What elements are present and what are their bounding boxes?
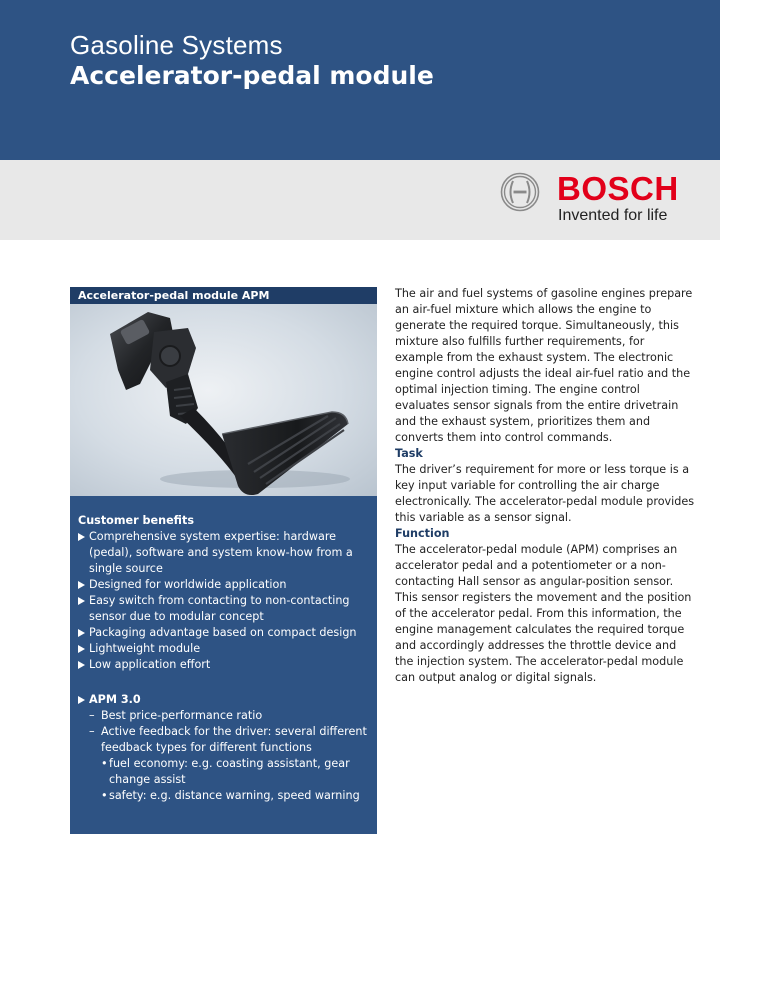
header-category: Gasoline Systems (70, 30, 283, 60)
benefits-heading: Customer benefits (78, 514, 194, 527)
list-item: Designed for worldwide application (78, 577, 373, 593)
header-band (0, 0, 720, 160)
product-photo (70, 304, 377, 496)
list-item: Comprehensive system expertise: hardware (pedal), software and system know-how from a single source (78, 529, 373, 577)
list-item: Low application effort (78, 657, 373, 673)
function-paragraph: The accelerator-pedal module (APM) comprises an accelerator pedal and a potentiometer or a non-contacting Hall sensor as angular-position sensor. This sensor registers the movement and the position of the accelerator pedal. From this information, the engine management calculates the required torque and accordingly addresses the throttle device and the injection system. The accelerator-pedal module can output analog or digital signals. (395, 543, 692, 684)
image-caption: Accelerator-pedal module APM (70, 287, 377, 304)
function-heading: Function (395, 527, 450, 540)
main-text (395, 286, 695, 686)
apm-points (78, 708, 373, 804)
bosch-armature-logo-icon (500, 172, 540, 212)
apm-point-text: Active feedback for the driver: several different feedback types for different functions (101, 725, 367, 754)
apm-title: APM 3.0 (78, 692, 373, 708)
bosch-wordmark: BOSCH (557, 170, 679, 207)
list-item: Easy switch from contacting to non-contacting sensor due to modular concept (78, 593, 373, 625)
list-item: • safety: e.g. distance warning, speed warning (101, 788, 373, 804)
list-item: Lightweight module (78, 641, 373, 657)
task-heading: Task (395, 447, 423, 460)
page-title: Accelerator-pedal module (70, 61, 434, 90)
list-item: Packaging advantage based on compact design (78, 625, 373, 641)
accelerator-pedal-illustration (70, 304, 377, 496)
list-item (89, 724, 373, 804)
task-paragraph: The driver’s requirement for more or less torque is a key input variable for controlling the air charge electronically. The accelerator-pedal module provides this variable as a sensor signal. (395, 463, 695, 524)
bosch-tagline: Invented for life (558, 207, 668, 224)
apm-subpoints (101, 756, 373, 804)
apm-features (78, 692, 373, 804)
apm-point-text: Best price-performance ratio (101, 709, 263, 722)
benefits-list (78, 529, 373, 673)
list-item: • fuel economy: e.g. coasting assistant, gear change assist (101, 756, 373, 788)
intro-paragraph: The air and fuel systems of gasoline engines prepare an air-fuel mixture which allows the engine to generate the required torque. Simultaneously, this mixture also fulfills further requirements, for example from the exhaust system. The electronic engine control adjusts the ideal air-fuel ratio and the optimal injection timing. The engine control evaluates sensor signals from the entire drivetrain and the exhaust system, prioritizes them and converts them into control commands. (395, 287, 693, 444)
customer-benefits (78, 513, 373, 673)
product-sidebar (70, 287, 377, 834)
list-item (89, 708, 373, 724)
